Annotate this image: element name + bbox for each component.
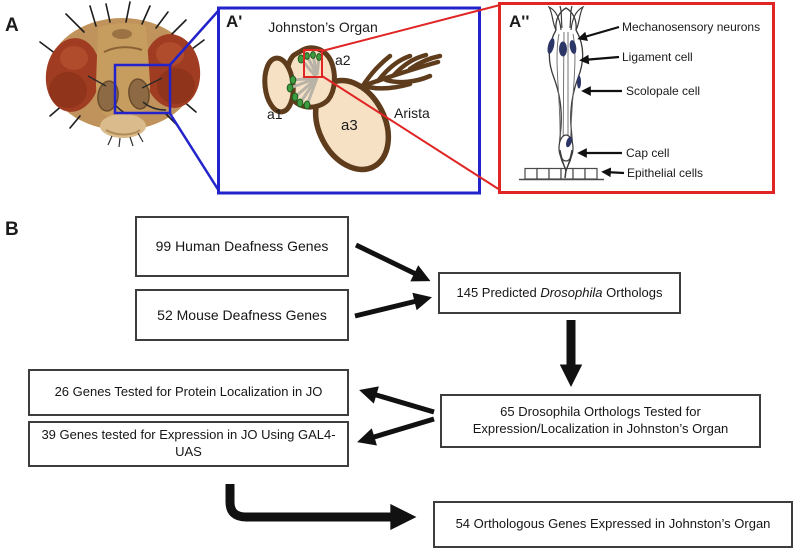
box-text: 52 Mouse Deafness Genes bbox=[157, 306, 327, 323]
arrow-elbow-to-expressed bbox=[230, 484, 406, 517]
flowchart-box-human-deafness-genes bbox=[135, 216, 349, 277]
label-ligament-cell: Ligament cell bbox=[622, 50, 693, 64]
flowchart-box-gal4-expression bbox=[28, 421, 349, 467]
panel-a-double-prime-label: A'' bbox=[509, 12, 530, 31]
box-text: 145 Predicted Drosophila Orthologs bbox=[456, 284, 663, 300]
arrow-mouse-to-predicted bbox=[355, 299, 425, 316]
panel-a-label: A bbox=[5, 15, 19, 36]
panel-b-label: B bbox=[5, 219, 19, 240]
arrow-tested-to-gal4 bbox=[364, 419, 434, 440]
label-a2: a2 bbox=[335, 52, 351, 68]
label-scolopale-cell: Scolopale cell bbox=[626, 84, 701, 98]
arrow-human-to-predicted bbox=[356, 245, 424, 278]
flowchart-box-orthologs-tested bbox=[440, 394, 761, 448]
flowchart-box-mouse-deafness-genes bbox=[135, 289, 349, 341]
flowchart-box-predicted-orthologs bbox=[438, 272, 681, 314]
flowchart-box-protein-localization bbox=[28, 369, 349, 416]
italic-species-name: Drosophila bbox=[540, 284, 603, 300]
label-epithelial-cells: Epithelial cells bbox=[627, 166, 704, 180]
label-a1: a1 bbox=[267, 106, 283, 122]
box-text: 99 Human Deafness Genes bbox=[155, 238, 329, 255]
box-text: 39 Genes tested for Expression in JO Using GAL4-UAS bbox=[41, 427, 336, 459]
fly-head-photo bbox=[40, 2, 204, 147]
panel-a-prime-label: A' bbox=[226, 12, 243, 31]
box-text: 26 Genes Tested for Protein Localization in JO bbox=[54, 384, 323, 400]
label-mechanosensory-neurons: Mechanosensory neurons bbox=[622, 20, 761, 34]
label-a3: a3 bbox=[341, 117, 358, 134]
epithelial-cells-row bbox=[519, 169, 604, 180]
box-text: 65 Drosophila Orthologs Tested for Expression/Localization in Johnston’s Organ bbox=[472, 404, 729, 436]
box-text: 54 Orthologous Genes Expressed in Johnston’s Organ bbox=[455, 516, 771, 532]
flowchart-box-genes-expressed bbox=[433, 501, 793, 548]
label-cap-cell: Cap cell bbox=[626, 146, 670, 160]
johnstons-organ-title: Johnston’s Organ bbox=[268, 19, 378, 35]
label-arista: Arista bbox=[394, 105, 430, 121]
arrow-tested-to-protein bbox=[366, 392, 434, 412]
